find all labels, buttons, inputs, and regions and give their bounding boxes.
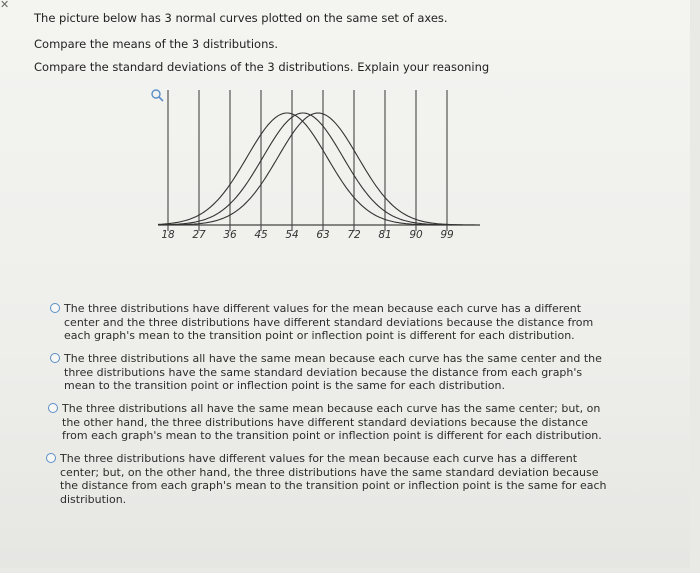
tick-label: 72 [347,229,361,241]
radio-button[interactable] [48,403,58,413]
answer-option-text: The three distributions have different values for the mean because each curve has a different center; but, on the other hand, the three distributions have the same standard deviation because the distance from each graph's mean to the transition point or inflection point is the same for each distribution. [60,452,607,506]
normal-curve-1 [158,113,480,225]
close-icon[interactable]: ✕ [0,0,10,11]
normal-curve-2 [158,113,480,225]
tick-label: 36 [223,229,237,241]
answer-option-text: The three distributions all have the same mean because each curve has the same center and the three distributions have the same standard deviation because the distance from each graph's mean to the transition point or inflection point is the same for each distribution. [64,352,602,392]
radio-button[interactable] [46,453,56,463]
tick-label: 99 [440,229,454,241]
answer-option-text: The three distributions all have the same mean because each curve has the same center; but, on the other hand, the three distributions have different standard deviations because the distance from each graph's mean to the transition point or inflection point is different for each distribution. [62,402,602,442]
tick-label: 81 [378,229,392,241]
question-part-means: Compare the means of the 3 distributions. [34,37,279,51]
question-text: The picture below has 3 normal curves plotted on the same set of axes. [34,11,448,25]
magnifier-icon[interactable] [150,88,164,102]
tick-label: 90 [409,229,423,241]
question-part-std-dev: Compare the standard deviations of the 3 distributions. Explain your reasoning [34,60,490,74]
radio-button[interactable] [50,353,60,363]
tick-label: 18 [161,229,175,241]
tick-label: 27 [192,229,206,241]
tick-label: 54 [285,229,299,241]
normal-curves-graph [150,88,490,258]
answer-option-text: The three distributions have different values for the mean because each curve has a different center and the three distributions have different standard deviations because the distance from each graph's mean to the transition point or inflection point is different for each distribution. [64,302,594,342]
tick-label: 63 [316,229,330,241]
tick-label: 45 [254,229,268,241]
radio-button[interactable] [50,303,60,313]
normal-curve-3 [158,113,480,225]
